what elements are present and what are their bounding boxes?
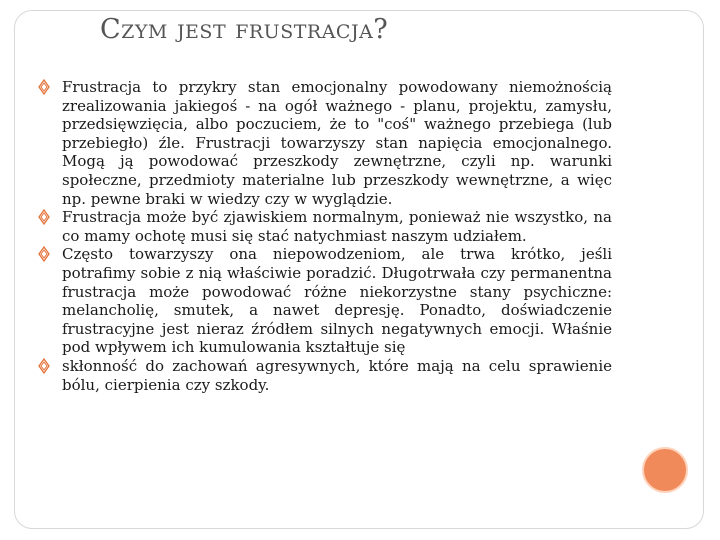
bullet-list [36, 78, 612, 394]
diamond-bullet-icon [36, 209, 52, 225]
bullet-item [36, 78, 612, 208]
bullet-text: Często towarzyszy ona niepowodzeniom, ale trwa krótko, jeśli potrafimy sobie z nią właściwie poradzić. Długotrwała czy permanentna frustracja może powodować różne niekorzystne stany psychiczne: melancholię, smutek, a nawet depresję. Ponadto, doświadczenie frustracyjne jest nieraz źródłem silnych negatywnych emocji. Właśnie pod wpływem ich kumulowania kształtuje się [62, 245, 612, 357]
bullet-text: Frustracja to przykry stan emocjonalny powodowany niemożnością zrealizowania jakiegoś - na ogół ważnego - planu, projektu, zamysłu, przedsięwzięcia, albo poczuciem, że to "coś" ważnego przebiega (lub przebiegło) źle. Frustracji towarzyszy stan napięcia emocjonalnego. Mogą ją powodować przeszkody zewnętrzne, czyli np. warunki społeczne, przedmioty materialne lub przeszkody wewnętrzne, a więc np. pewne braki w wiedzy czy w wyglądzie. [62, 78, 612, 208]
bullet-text: skłonność do zachowań agresywnych, które mają na celu sprawienie bólu, cierpienia czy szkody. [62, 356, 612, 394]
diamond-bullet-icon [36, 358, 52, 374]
decorative-circle [642, 447, 688, 493]
bullet-item [36, 245, 612, 357]
bullet-text: Frustracja może być zjawiskiem normalnym, ponieważ nie wszystko, na co mamy ochotę musi się stać natychmiast naszym udziałem. [62, 208, 612, 245]
slide-title: Czym jest frustracja? [100, 14, 389, 45]
bullet-item [36, 208, 612, 245]
diamond-bullet-icon [36, 79, 52, 95]
bullet-item [36, 357, 612, 394]
diamond-bullet-icon [36, 246, 52, 262]
